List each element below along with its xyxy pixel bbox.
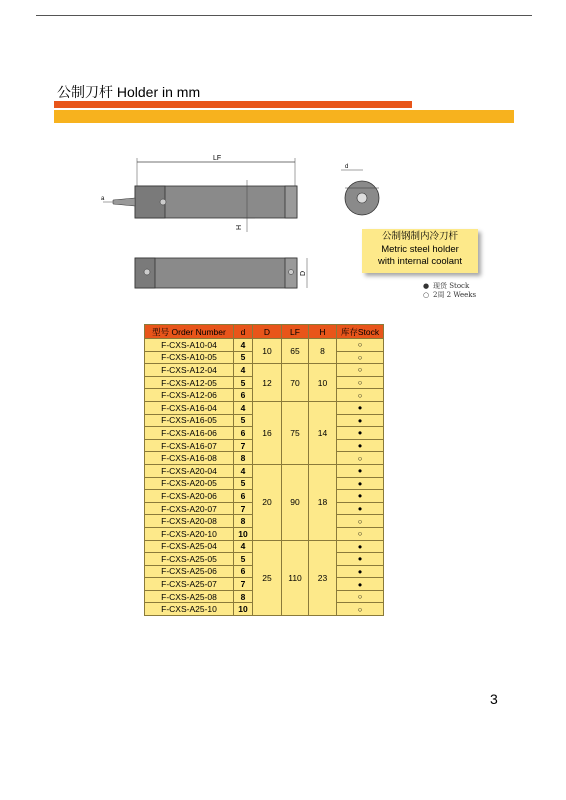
order-number-cell: F-CXS-A25-10 [145,603,234,616]
page-title: 公制刀杆 Holder in mm [57,84,201,100]
order-number-cell: F-CXS-A16-04 [145,401,234,414]
stock-status-cell: ● [337,427,384,440]
legend-weeks-label: 2周 2 Weeks [433,291,477,299]
lf-cell: 70 [282,364,309,402]
order-number-cell: F-CXS-A16-06 [145,427,234,440]
stock-status-cell: ● [337,490,384,503]
h-dimension-label: H [236,224,243,230]
stock-status-cell: ● [337,401,384,414]
stock-status-cell: ● [337,553,384,566]
header-order-number: 型号 Order Number [145,325,234,339]
table-row [145,364,384,377]
d-cell: 7 [234,439,253,452]
hollow-circle-icon: ○ [423,291,430,299]
header-stock: 库存Stock [337,325,384,339]
d-cell: 4 [234,401,253,414]
holder-spec-table [144,324,384,616]
header-h: H [309,325,337,339]
header-lf: LF [282,325,309,339]
stock-status-cell: ○ [337,603,384,616]
d-cell: 8 [234,515,253,528]
d-cell: 8 [234,452,253,465]
stock-status-cell: ○ [337,515,384,528]
d-cell: 4 [234,540,253,553]
d-cell: 4 [234,339,253,352]
lf-dimension-label: LF [213,155,222,162]
d-cell: 10 [234,527,253,540]
d-cell: 5 [234,477,253,490]
order-number-cell: F-CXS-A12-05 [145,376,234,389]
big-d-cell: 25 [253,540,282,616]
d-cell: 5 [234,414,253,427]
a-dimension-label: a [101,196,105,202]
order-number-cell: F-CXS-A12-06 [145,389,234,402]
table-row [145,339,384,352]
accent-bar-red [54,101,412,108]
big-d-cell: 20 [253,464,282,540]
header-big-d: D [253,325,282,339]
order-number-cell: F-CXS-A10-05 [145,351,234,364]
stock-status-cell: ○ [337,351,384,364]
d-cell: 6 [234,427,253,440]
table-row [145,540,384,553]
order-number-cell: F-CXS-A16-08 [145,452,234,465]
order-number-cell: F-CXS-A25-06 [145,565,234,578]
stock-legend [423,282,476,300]
stock-status-cell: ○ [337,389,384,402]
h-cell: 18 [309,464,337,540]
h-cell: 23 [309,540,337,616]
order-number-cell: F-CXS-A20-08 [145,515,234,528]
d-cell: 5 [234,376,253,389]
d-cell: 4 [234,464,253,477]
holder-drawing [95,150,415,300]
stock-status-cell: ○ [337,376,384,389]
table-header-row [145,325,384,339]
big-d-cell: 12 [253,364,282,402]
h-cell: 8 [309,339,337,364]
top-rule [36,15,532,16]
stock-status-cell: ● [337,477,384,490]
callout-line-2: Metric steel holder [381,243,459,255]
order-number-cell: F-CXS-A20-05 [145,477,234,490]
order-number-cell: F-CXS-A20-04 [145,464,234,477]
d-cell: 4 [234,364,253,377]
callout-line-3: with internal coolant [378,256,462,267]
stock-status-cell: ○ [337,339,384,352]
order-number-cell: F-CXS-A25-04 [145,540,234,553]
order-number-cell: F-CXS-A25-05 [145,553,234,566]
d-cell: 5 [234,553,253,566]
stock-status-cell: ○ [337,364,384,377]
stock-status-cell: ○ [337,590,384,603]
lf-cell: 75 [282,401,309,464]
d-dimension-label: d [345,164,349,170]
stock-status-cell: ● [337,414,384,427]
order-number-cell: F-CXS-A12-04 [145,364,234,377]
d-cell: 6 [234,490,253,503]
stock-status-cell: ○ [337,452,384,465]
d-cell: 10 [234,603,253,616]
stock-status-cell: ● [337,578,384,591]
legend-stock-label: 现货 Stock [433,282,470,290]
d-cell: 6 [234,565,253,578]
order-number-cell: F-CXS-A16-05 [145,414,234,427]
stock-status-cell: ○ [337,527,384,540]
h-cell: 14 [309,401,337,464]
table-row [145,401,384,414]
d-cell: 6 [234,389,253,402]
order-number-cell: F-CXS-A25-08 [145,590,234,603]
big-d-cell: 16 [253,401,282,464]
stock-status-cell: ● [337,540,384,553]
header-d: d [234,325,253,339]
big-d-dimension-label: D [300,270,307,276]
order-number-cell: F-CXS-A16-07 [145,439,234,452]
stock-status-cell: ● [337,464,384,477]
filled-circle-icon: ● [423,282,430,290]
lf-cell: 65 [282,339,309,364]
stock-status-cell: ● [337,565,384,578]
d-cell: 7 [234,502,253,515]
accent-bar-orange [54,110,514,123]
h-cell: 10 [309,364,337,402]
big-d-cell: 10 [253,339,282,364]
d-cell: 5 [234,351,253,364]
stock-status-cell: ● [337,439,384,452]
stock-status-cell: ● [337,502,384,515]
d-cell: 8 [234,590,253,603]
internal-coolant-callout [362,229,478,273]
holder-bottom-view [135,258,297,288]
order-number-cell: F-CXS-A20-10 [145,527,234,540]
table-body [145,339,384,616]
callout-line-1: 公制钢制内冷刀杆 [381,231,458,242]
page-number: 3 [490,691,498,707]
lf-cell: 90 [282,464,309,540]
table-row [145,464,384,477]
order-number-cell: F-CXS-A20-06 [145,490,234,503]
order-number-cell: F-CXS-A25-07 [145,578,234,591]
order-number-cell: F-CXS-A10-04 [145,339,234,352]
d-cell: 7 [234,578,253,591]
lf-cell: 110 [282,540,309,616]
order-number-cell: F-CXS-A20-07 [145,502,234,515]
